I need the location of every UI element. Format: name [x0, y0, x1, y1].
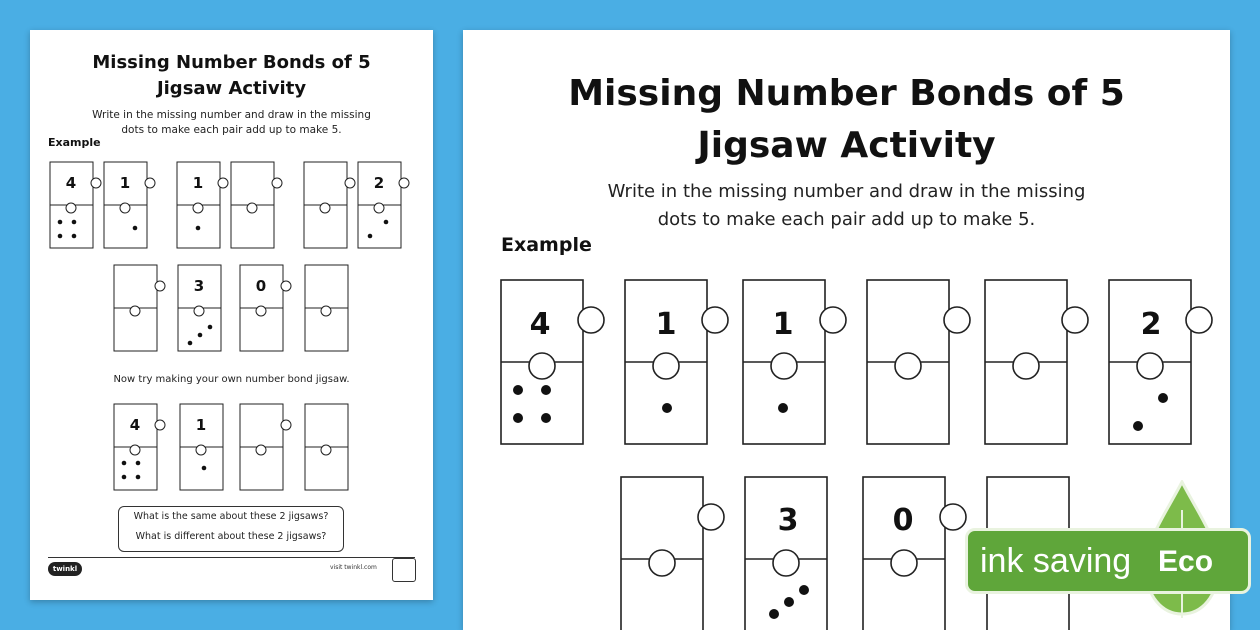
- puzzle-number: 4: [129, 416, 141, 434]
- question-same: What is the same about these 2 jigsaws?: [133, 511, 329, 522]
- puzzle-number: 2: [1140, 307, 1162, 342]
- ink-saving-text: ink saving: [980, 542, 1132, 580]
- puzzle-number: 4: [65, 174, 77, 192]
- worksheet-preview-small: [30, 30, 433, 600]
- puzzle-number: 1: [772, 307, 794, 342]
- puzzle-number: 1: [655, 307, 677, 342]
- puzzle-number: 2: [373, 174, 385, 192]
- puzzle-number: 0: [892, 503, 914, 538]
- worksheet-title: Missing Number Bonds of 5 Jigsaw Activity: [92, 52, 371, 99]
- footer-url: visit twinkl.com: [330, 564, 377, 571]
- puzzle-number: 1: [192, 174, 204, 192]
- worksheet-instructions: Write in the missing number and draw in the missing dots to make each pair add up to make 5.: [607, 181, 1086, 230]
- puzzle-number: 4: [529, 307, 551, 342]
- puzzle-number: 1: [195, 416, 207, 434]
- puzzle-number: 3: [193, 277, 205, 295]
- example-label: Example: [48, 136, 101, 149]
- worksheet-instructions: Write in the missing number and draw in the missing dots to make each pair add up to make 5.: [92, 109, 371, 136]
- footer-divider: [48, 557, 415, 558]
- question-box: [118, 506, 344, 552]
- footer-badge-icon: [392, 558, 416, 582]
- twinkl-logo: twinkl: [48, 562, 82, 576]
- puzzle-number: 1: [119, 174, 131, 192]
- eco-label: Eco: [1158, 545, 1214, 578]
- question-different: What is different about these 2 jigsaws?: [135, 531, 327, 542]
- worksheet-title: Missing Number Bonds of 5 Jigsaw Activity: [568, 73, 1125, 166]
- now-try-text: Now try making your own number bond jigsaw.: [113, 374, 350, 385]
- example-label: Example: [501, 234, 592, 256]
- puzzle-number: 3: [777, 503, 799, 538]
- jigsaw-puzzles-small: [30, 30, 433, 560]
- puzzle-number: 0: [255, 277, 267, 295]
